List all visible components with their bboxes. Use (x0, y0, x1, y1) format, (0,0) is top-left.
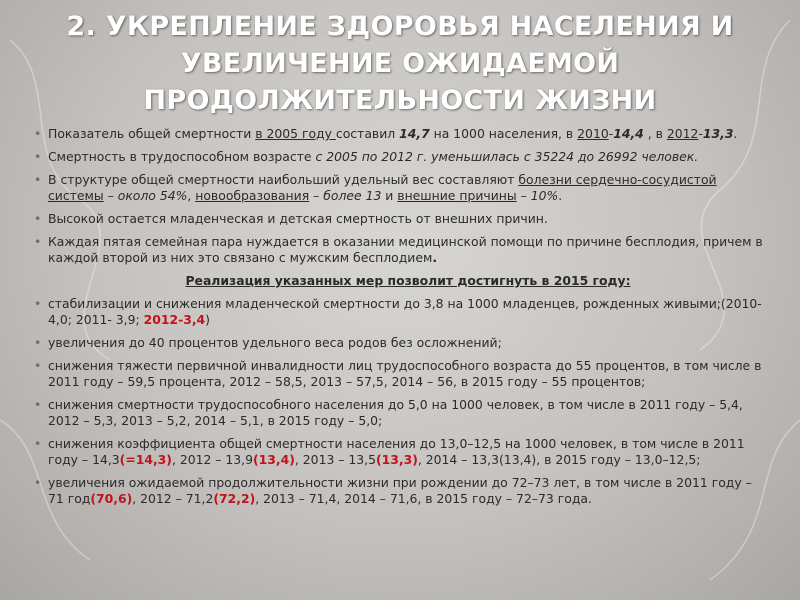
goal-general-mortality: • снижения коэффициента общей смертности населения до 13,0–12,5 на 1000 человек, в том числе в 2011 году – 14,3(=14,3), 2012 – 13,9(13,4), 2013 – 13,5(13,3), 2014 – 13,3(13,4), в 2015 году – 13,0–12,5; (28, 436, 768, 468)
bullet-working-age-mortality: • Смертность в трудоспособном возрасте с 2005 по 2012 г. уменьшилась с 35224 до 26992 человек. (28, 149, 768, 165)
goal-disability: • снижения тяжести первичной инвалидности лиц трудоспособного возраста до 55 процентов, в том числе в 2011 году – 59,5 процента, 2012 – 58,5, 2013 – 57,5, 2014 – 56, в 2015 году – 55 процентов; (28, 358, 768, 390)
bullet-infertility: • Каждая пятая семейная пара нуждается в оказании медицинской помощи по причине бесплодия, причем в каждой второй из них это связано с мужским бесплодием. (28, 234, 768, 266)
bullet-mortality-rate: • Показатель общей смертности в 2005 году составил 14,7 на 1000 населения, в 2010-14,4 , в 2012-13,3. (28, 126, 768, 142)
goal-working-age-mortality: • снижения смертности трудоспособного населения до 5,0 на 1000 человек, в том числе в 2011 году – 5,4, 2012 – 5,3, 2013 – 5,2, 2014 – 5,1, в 2015 году – 5,0; (28, 397, 768, 429)
slide-body (28, 126, 768, 514)
bullet-mortality-structure: • В структуре общей смертности наибольший удельный вес составляют болезни сердечно-сосудистой системы – около 54%, новообразования – более 13 и внешние причины – 10%. (28, 172, 768, 204)
bullet-infant-mortality: • Высокой остается младенческая и детская смертность от внешних причин. (28, 211, 768, 227)
goal-births: • увеличения до 40 процентов удельного веса родов без осложнений; (28, 335, 768, 351)
title-line-1: 2. УКРЕПЛЕНИЕ ЗДОРОВЬЯ НАСЕЛЕНИЯ И (66, 11, 734, 42)
title-line-3: ПРОДОЛЖИТЕЛЬНОСТИ ЖИЗНИ (143, 85, 657, 116)
title-line-2: УВЕЛИЧЕНИЕ ОЖИДАЕМОЙ (180, 48, 620, 79)
section-heading: Реализация указанных мер позволит достигнуть в 2015 году: (185, 273, 631, 288)
goal-life-expectancy: • увеличения ожидаемой продолжительности жизни при рождении до 72–73 лет, в том числе в 2011 году – 71 год(70,6), 2012 – 71,2(72,2), 2013 – 71,4, 2014 – 71,6, в 2015 году – 72–73 года. (28, 475, 768, 507)
goal-infant-mortality: • стабилизации и снижения младенческой смертности до 3,8 на 1000 младенцев, рожденных живыми;(2010-4,0; 2011- 3,9; 2012-3,4) (28, 296, 768, 328)
slide-title (40, 8, 760, 119)
